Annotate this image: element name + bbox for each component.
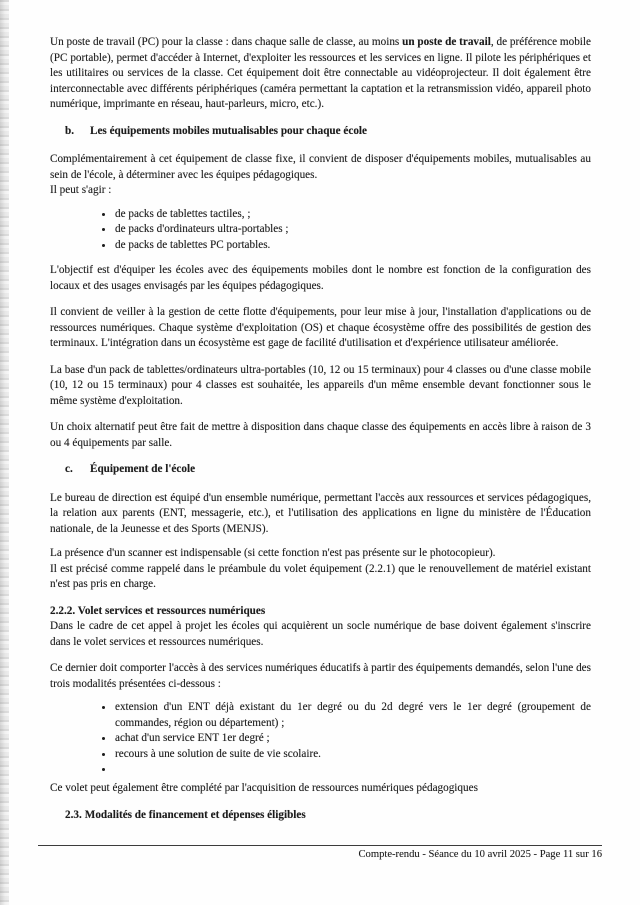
heading-b-title: Les équipements mobiles mutualisables pour chaque école [90, 124, 368, 137]
line-ce-volet: Ce volet peut également être complété par l'acquisition de ressources numériques pédagogiques [50, 781, 478, 794]
heading-c [65, 462, 591, 478]
paragraph-complementairement: Complémentairement à cet équipement de classe fixe, il convient de disposer d'équipements mobiles, mutualisables au sein de l'école, à déterminer avec les équipes pédagogiques. [50, 153, 591, 181]
heading-2-3 [65, 808, 591, 824]
heading-b [65, 124, 591, 140]
list-item: • de packs d'ordinateurs ultra-portables ; [114, 222, 591, 238]
list-item: • de packs de tablettes tactiles, ; [114, 207, 591, 223]
paragraph-objectif: L'objectif est d'équiper les écoles avec des équipements mobiles dont le nombre est fonction de la configuration des locaux et des usages envisagés par les équipes pédagogiques. [50, 264, 591, 292]
paragraph-renouvellement: Il est précisé comme rappelé dans le préambule du volet équipement (2.2.1) que le renouvellement de matériel existant n'est pas pris en charge. [50, 562, 591, 590]
heading-2-3-number: 2.3. [65, 809, 82, 821]
page-content [50, 35, 591, 824]
paragraph-choix-alternatif: Un choix alternatif peut être fait de mettre à disposition dans chaque classe des équipements en accès libre à raison de 3 ou 4 équipements par salle. [50, 421, 591, 449]
equipment-pack-list [50, 207, 591, 254]
paragraph-services-educatifs: Ce dernier doit comporter l'accès à des services numériques éducatifs à partir des équipements demandés, selon l'une des trois modalités présentées ci-dessous : [50, 662, 591, 690]
line-il-peut-sagir: Il peut s'agir : [50, 184, 112, 196]
page-footer [38, 845, 602, 862]
heading-b-number: b. [65, 124, 75, 137]
list-item-empty [114, 762, 591, 778]
heading-c-title: Équipement de l'école [90, 463, 196, 475]
paragraph-bureau-direction: Le bureau de direction est équipé d'un ensemble numérique, permettant l'accès aux ressources et services pédagogiques, la relation aux parents (ENT, messagerie, etc.), et l'utilisation des applications en ligne du ministère de l'Éducation nationale, de la Jeunesse et des Sports (MENJS). [50, 491, 591, 535]
bold-un-poste-de-travail: un poste de travail [402, 36, 491, 48]
paragraph-gestion-flotte: Il convient de veiller à la gestion de cette flotte d'équipements, pour leur mise à jour, l'installation d'applications ou de ressources numériques. Chaque système d'exploitation (OS) et chaque écosystème offre des possibilités de gestion des terminaux. L'intégration dans un écosystème est gage de facilité d'utilisation et d'expérience utilisateur améliorée. [50, 306, 591, 349]
list-item: • de packs de tablettes PC portables. [114, 238, 591, 254]
heading-2-2-2: 2.2.2. Volet services et ressources numériques [50, 604, 266, 617]
paragraph-workstation-text-after: , de préférence mobile (PC portable), permet d'accéder à Internet, d'exploiter les ressources et les services en ligne. Il pilote les périphériques et les utilitaires ou services de la classe. Cet équipement doit être connectable au vidéoprojecteur. Il doit également être interconnectable avec différents périphériques (caméra permettant la captation et la retransmission vidéo, appareil photo numérique, imprimante en réseau, haut-parleurs, micro, etc.). [50, 36, 591, 110]
paragraph-socle-numerique: Dans le cadre de cet appel à projet les écoles qui acquièrent un socle numérique de base doivent également s'inscrire dans le volet services et ressources numériques. [50, 620, 591, 648]
footer-text: Compte-rendu - Séance du 10 avril 2025 - Page 11 sur 16 [358, 849, 602, 860]
list-item: • achat d'un service ENT 1er degré ; [114, 731, 591, 747]
list-item: • extension d'un ENT déjà existant du 1er degré ou du 2d degré vers le 1er degré (groupement de commandes, région ou département) ; [114, 700, 591, 731]
paragraph-base-pack: La base d'un pack de tablettes/ordinateurs ultra-portables (10, 12 ou 15 terminaux) pour 4 classes ou d'une classe mobile (10, 12 ou 15 terminaux) pour 4 classes est souhaitée, les appareils d'un même ensemble devant fonctionner sous le même système d'exploitation. [50, 363, 591, 407]
paragraph-workstation [50, 35, 591, 113]
paragraph-workstation-text: Un poste de travail (PC) pour la classe : dans chaque salle de classe, au moins [50, 36, 403, 48]
scan-artifact-strip [0, 0, 9, 905]
heading-c-number: c. [65, 463, 73, 475]
list-item: • recours à une solution de suite de vie scolaire. [114, 747, 591, 763]
heading-2-3-title: Modalités de financement et dépenses éligibles [84, 809, 306, 821]
ent-modality-list [50, 700, 591, 778]
line-scanner: La présence d'un scanner est indispensable (si cette fonction n'est pas présente sur le photocopieur). [50, 547, 496, 559]
